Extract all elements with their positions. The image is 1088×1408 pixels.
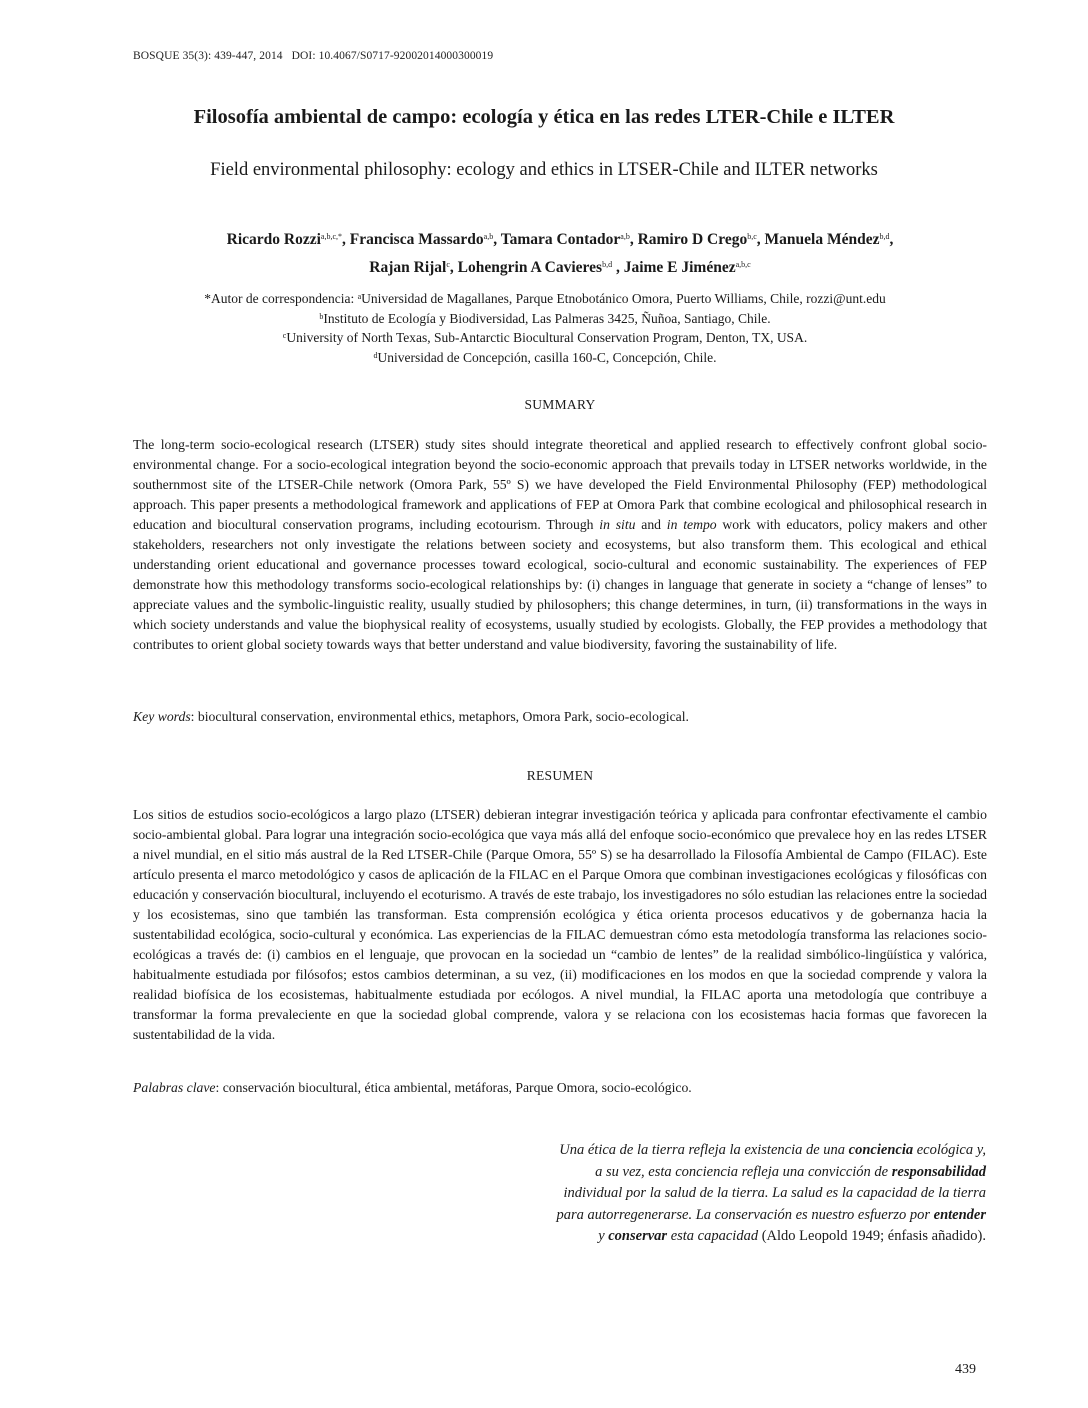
affiliation-mark: d: [373, 350, 378, 360]
author-affiliation-mark: a,b: [620, 232, 630, 241]
summary-keywords: [133, 709, 987, 725]
page-number: 439: [955, 1362, 976, 1377]
journal-reference: BOSQUE 35(3): 439-447, 2014: [133, 50, 283, 62]
epigraph-text: para autorregenerarse. La conservación es nuestro esfuerzo por: [556, 1206, 934, 1223]
summary-text: work with educators, policy makers and other stakeholders, researchers not only investigate the relations between society and ecosystems, but also transform them. This ecological and ethical understanding orient educational and governance processes toward ecological, socio-cultural and economic sustainability. The experiences of FEP demonstrate how this methodology transforms socio-ecological relationships by: (i) changes in language that generate in society a “change of lenses” to appreciate values and the symbolic-linguistic reality, usually studied by philosophers; this change determines, in turn, (ii) transformations in the ways in which society understands and value the biophysical reality of ecosystems, usually studied by ecologists. Globally, the FEP provides a methodology that contributes to orient global society towards ways that better understand and value biodiversity, favoring the sustainability of life.: [133, 517, 987, 652]
epigraph-text: y: [598, 1228, 609, 1244]
author-name: Rajan Rijal: [369, 259, 447, 276]
summary-text: The long-term socio-ecological research (LTSER) study sites should integrate theoretical and applied research to effectively confront global socio-environmental change. For a socio-ecological integration beyond the socio-economic approach that prevails today in LTSER networks worldwide, in the southernmost site of the LTSER-Chile network (Omora Park, 55º S) we have developed the Field Environmental Philosophy (FEP) methodological approach. This paper presents a methodological framework and applications of FEP at Omora Park that combine ecological and philosophical research in education and biocultural conservation programs, including ecotourism. Through: [133, 437, 987, 532]
author-name: Ramiro D Crego: [637, 231, 748, 248]
resumen-heading: RESUMEN: [526, 768, 594, 783]
epigraph-text: Una ética de la tierra refleja la existencia de una: [559, 1142, 849, 1158]
author-affiliation-mark: b,d: [879, 232, 890, 241]
author-separator: ,: [449, 259, 458, 276]
affiliation-text: University of North Texas, Sub-Antarctic Biocultural Conservation Program, Denton, TX, USA.: [286, 330, 808, 346]
author-separator: ,: [756, 231, 765, 248]
author-separator: ,: [493, 231, 501, 248]
author-name: Manuela Méndez: [764, 231, 880, 248]
author-name: Jaime E Jiménez: [623, 259, 736, 276]
affiliation-line: [130, 308, 960, 328]
author-list: [130, 224, 990, 280]
affiliation-text: Instituto de Ecología y Biodiversidad, Las Palmeras 3425, Ñuñoa, Santiago, Chile.: [323, 310, 771, 326]
affiliation-line: [130, 288, 960, 308]
corresponding-author-label: *Autor de correspondencia:: [204, 291, 358, 306]
author-name: Lohengrin A Cavieres: [457, 259, 603, 276]
author-affiliation-mark: b,c: [747, 232, 757, 241]
title-english: Field environmental philosophy: ecology and ethics in LTSER-Chile and ILTER networks: [210, 160, 878, 180]
affiliation-mark: c: [282, 331, 287, 341]
epigraph-emphasis: entender: [933, 1206, 986, 1223]
epigraph-text: individual por la salud de la tierra. La salud es la capacidad de la tierra: [563, 1185, 986, 1201]
epigraph-emphasis: responsabilidad: [891, 1163, 986, 1180]
affiliation-text: Universidad de Magallanes, Parque Etnobotánico Omora, Puerto Williams, Chile, rozzi@unt.edu: [361, 291, 886, 306]
affiliation-line: [130, 327, 960, 347]
epigraph-citation: (Aldo Leopold 1949; énfasis añadido).: [758, 1228, 986, 1244]
resumen-body: [133, 805, 987, 1045]
summary-body: [133, 435, 987, 655]
keywords-text: : conservación biocultural, ética ambiental, metáforas, Parque Omora, socio-ecológico.: [215, 1080, 692, 1095]
author-name: Tamara Contador: [500, 231, 621, 248]
author-affiliation-mark: a,b: [483, 232, 494, 241]
affiliations: [130, 288, 960, 366]
author-affiliation-mark: c: [446, 260, 450, 269]
epigraph-emphasis: conciencia: [848, 1142, 914, 1158]
author-separator: ,: [342, 231, 350, 248]
epigraph-quote: [440, 1140, 986, 1248]
epigraph-text: a su vez, esta conciencia refleja una convicción de: [595, 1163, 892, 1180]
title-spanish: Filosofía ambiental de campo: ecología y ética en las redes LTER-Chile e ILTER: [193, 106, 895, 128]
author-separator: ,: [889, 231, 894, 248]
epigraph-emphasis: conservar: [608, 1228, 668, 1244]
summary-italic: in tempo: [666, 517, 717, 532]
doi: DOI: 10.4067/S0717-92002014000300019: [291, 50, 494, 62]
author-name: Ricardo Rozzi: [226, 231, 321, 248]
affiliation-line: [130, 347, 960, 367]
author-separator: ,: [629, 231, 638, 248]
summary-heading: SUMMARY: [524, 397, 596, 412]
author-affiliation-mark: a,b,c,*: [320, 232, 343, 241]
summary-text: and: [635, 517, 667, 532]
resumen-keywords: [133, 1080, 987, 1096]
keywords-text: : biocultural conservation, environmental ethics, metaphors, Omora Park, socio-ecological.: [190, 709, 689, 724]
running-header: [133, 50, 493, 62]
keywords-label: Palabras clave: [133, 1080, 216, 1095]
epigraph-text: ecológica y,: [913, 1142, 986, 1158]
affiliation-mark: b: [319, 311, 324, 321]
author-affiliation-mark: b,d: [602, 260, 613, 269]
author-name: Francisca Massardo: [349, 231, 484, 248]
resumen-paragraph: Los sitios de estudios socio-ecológicos a largo plazo (LTSER) debieran integrar investigación teórica y aplicada para confrontar efectivamente el cambio socio-ambiental global. Para lograr una integración socio-ecológica que vaya más allá del enfoque socio-económico que prevalece hoy en las redes LTSER a nivel mundial, en el sitio más austral de la Red LTSER-Chile (Parque Omora, 55º S) se ha desarrollado la Filosofía Ambiental de Campo (FILAC). Este artículo presenta el marco metodológico y casos de aplicación de la FILAC en el Parque Omora que combinan investigaciones ecológicas y filosóficas con educación y conservación biocultural, incluyendo el ecoturismo. A través de este trabajo, los investigadores no sólo estudian las relaciones entre la sociedad y los ecosistemas, sino que también las transforman. Esta comprensión ecológica y ética orienta procesos educativos y de gobernanza hacia la sustentabilidad ecológica, socio-cultural y económica. Las experiencias de la FILAC demuestran cómo esta metodología transforma las relaciones socio-ecológicas a través de: (i) cambios en el lenguaje, que provocan en la sociedad un “cambio de lentes” de la realidad simbólico-lingüística y valórica, habitualmente estudiada por filósofos; estos cambios determinan, a su vez, (ii) modificaciones en los modos en que la sociedad comprende y valora la realidad biofísica de los ecosistemas, habitualmente estudiada por ecólogos. A nivel mundial, la FILAC aporta una metodología que contribuye a transformar la forma prevaleciente en que la sociedad global comprende, valora y se relaciona con los ecosistemas hacia formas que favorecen la sustentabilidad de la vida.: [133, 807, 987, 1042]
epigraph-text: esta capacidad: [667, 1228, 759, 1244]
summary-paragraph: [133, 435, 987, 655]
author-affiliation-mark: a,b,c: [735, 260, 751, 269]
affiliation-mark: a: [357, 292, 362, 301]
keywords-label: Key words: [133, 709, 191, 724]
affiliation-text: Universidad de Concepción, casilla 160-C, Concepción, Chile.: [377, 349, 717, 365]
author-separator: ,: [612, 259, 624, 276]
summary-italic: in situ: [599, 517, 636, 532]
